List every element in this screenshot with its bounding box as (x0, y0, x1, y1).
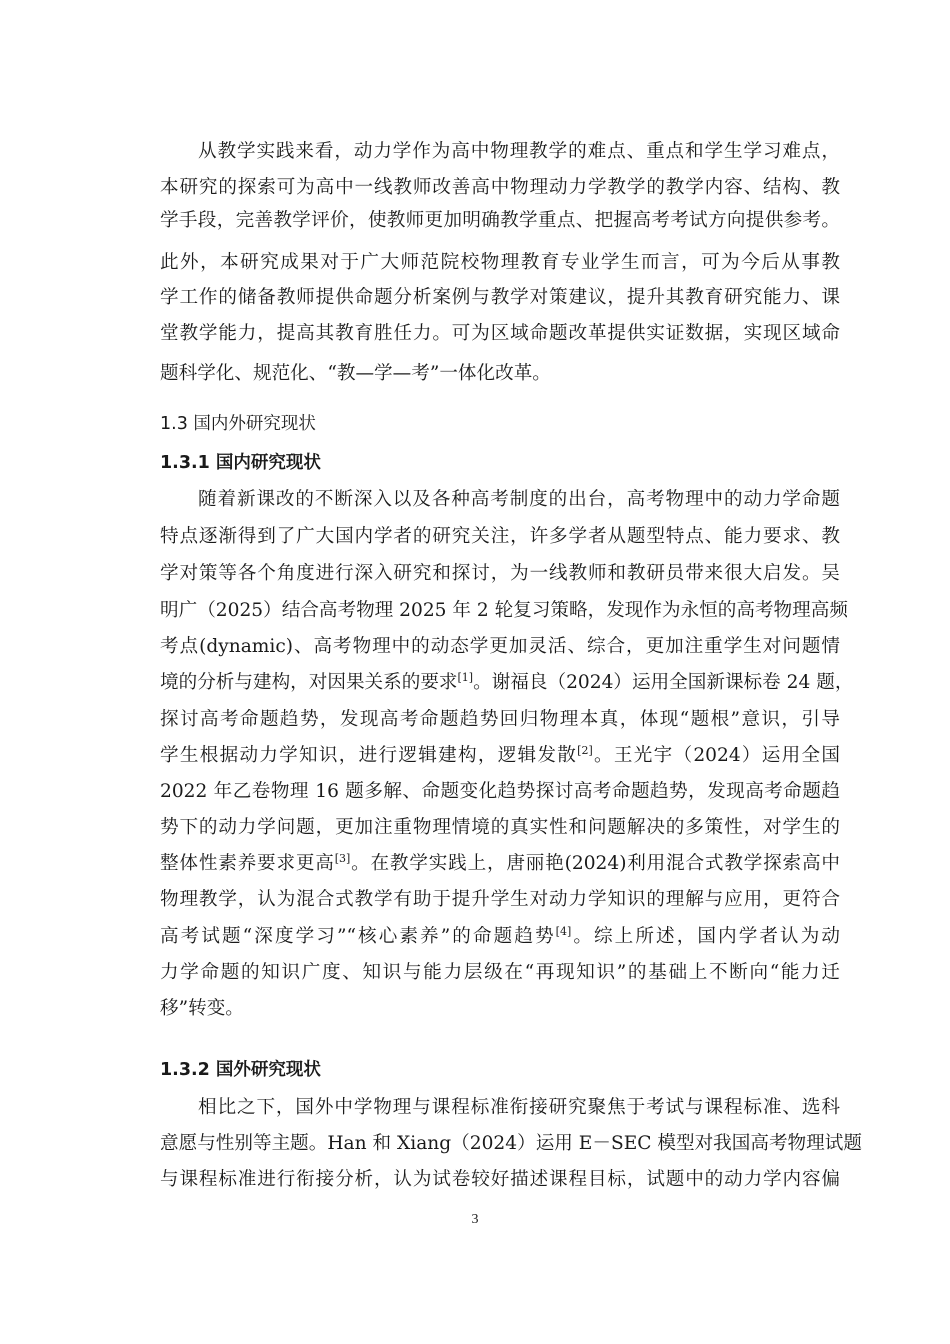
paragraph-line: 移”转变。 (160, 998, 244, 1019)
paragraph-line: 学工作的储备教师提供命题分析案例与教学对策建议，提升其教育研究能力、课 (160, 287, 840, 308)
subsection-heading: 1.3.2 国外研究现状 (160, 1060, 321, 1080)
paragraph-line: 学手段，完善教学评价，使教师更加明确教学重点、把握高考考试方向提供参考。 (160, 210, 840, 231)
line-text: 。王光宇（2024）运用全国 (592, 745, 840, 766)
paragraph-line: 相比之下，国外中学物理与课程标准衔接研究聚焦于考试与课程标准、选科 (198, 1097, 840, 1118)
citation-ref-3[interactable]: [3] (334, 852, 351, 865)
line-text: 学生根据动力学知识，进行逻辑建构，逻辑发散 (160, 745, 578, 766)
paragraph-line: 明广（2025）结合高考物理 2025 年 2 轮复习策略，发现作为永恒的高考物理高频 (160, 600, 848, 621)
line-text: 。综上所述，国内学者认为动 (571, 926, 840, 947)
paragraph-line: 势下的动力学问题，更加注重物理情境的真实性和问题解决的多策性，对学生的 (160, 817, 840, 838)
paragraph-line (160, 852, 840, 878)
paragraph-line: 考点(dynamic)、高考物理中的动态学更加灵活、综合，更加注重学生对问题情 (160, 636, 840, 657)
paragraph-line (160, 744, 840, 770)
line-text: 境的分析与建构，对因果关系的要求 (160, 672, 458, 693)
citation-ref-4[interactable]: [4] (555, 925, 572, 938)
paragraph-line: 特点逐渐得到了广大国内学者的研究关注，许多学者从题型特点、能力要求、教 (160, 526, 840, 547)
section-heading: 1.3 国内外研究现状 (160, 414, 316, 434)
page-number: 3 (471, 1212, 479, 1227)
citation-ref-1[interactable]: [1] (457, 671, 474, 684)
paragraph-line (160, 925, 840, 951)
citation-ref-2[interactable]: [2] (577, 744, 593, 757)
paragraph-line: 从教学实践来看，动力学作为高中物理教学的难点、重点和学生学习难点， (198, 141, 840, 162)
line-text: 。谢福良（2024）运用全国新课标卷 24 题， (473, 672, 854, 693)
subsection-heading: 1.3.1 国内研究现状 (160, 453, 321, 473)
paragraph-line: 此外，本研究成果对于广大师范院校物理教育专业学生而言，可为今后从事教 (160, 252, 840, 273)
paragraph-line: 意愿与性别等主题。Han 和 Xiang（2024）运用 E－SEC 模型对我国高考物理试题 (160, 1133, 862, 1154)
paragraph-line: 2022 年乙卷物理 16 题多解、命题变化趋势探讨高考命题趋势，发现高考命题趋 (160, 781, 840, 802)
paragraph-line: 随着新课改的不断深入以及各种高考制度的出台，高考物理中的动力学命题 (198, 489, 840, 510)
paragraph-line: 题科学化、规范化、“教—学—考”一体化改革。 (160, 363, 551, 384)
line-text: 高考试题“深度学习”“核心素养”的命题趋势 (160, 926, 556, 947)
paragraph-line: 本研究的探索可为高中一线教师改善高中物理动力学教学的教学内容、结构、教 (160, 177, 840, 198)
paragraph-line: 探讨高考命题趋势，发现高考命题趋势回归物理本真，体现“题根”意识，引导 (160, 709, 840, 730)
paragraph-line: 与课程标准进行衔接分析，认为试卷较好描述课程目标，试题中的动力学内容偏 (160, 1169, 840, 1190)
paragraph-line: 力学命题的知识广度、知识与能力层级在“再现知识”的基础上不断向“能力迁 (160, 962, 840, 983)
paragraph-line: 堂教学能力，提高其教育胜任力。可为区域命题改革提供实证数据，实现区域命 (160, 323, 840, 344)
line-text: 整体性素养要求更高 (160, 853, 335, 874)
paragraph-line: 物理教学，认为混合式教学有助于提升学生对动力学知识的理解与应用，更符合 (160, 889, 840, 910)
line-text: 。在教学实践上，唐丽艳(2024)利用混合式教学探索高中 (350, 853, 840, 874)
paragraph-line: 学对策等各个角度进行深入研究和探讨，为一线教师和教研员带来很大启发。吴 (160, 563, 840, 584)
paragraph-line (160, 671, 854, 697)
